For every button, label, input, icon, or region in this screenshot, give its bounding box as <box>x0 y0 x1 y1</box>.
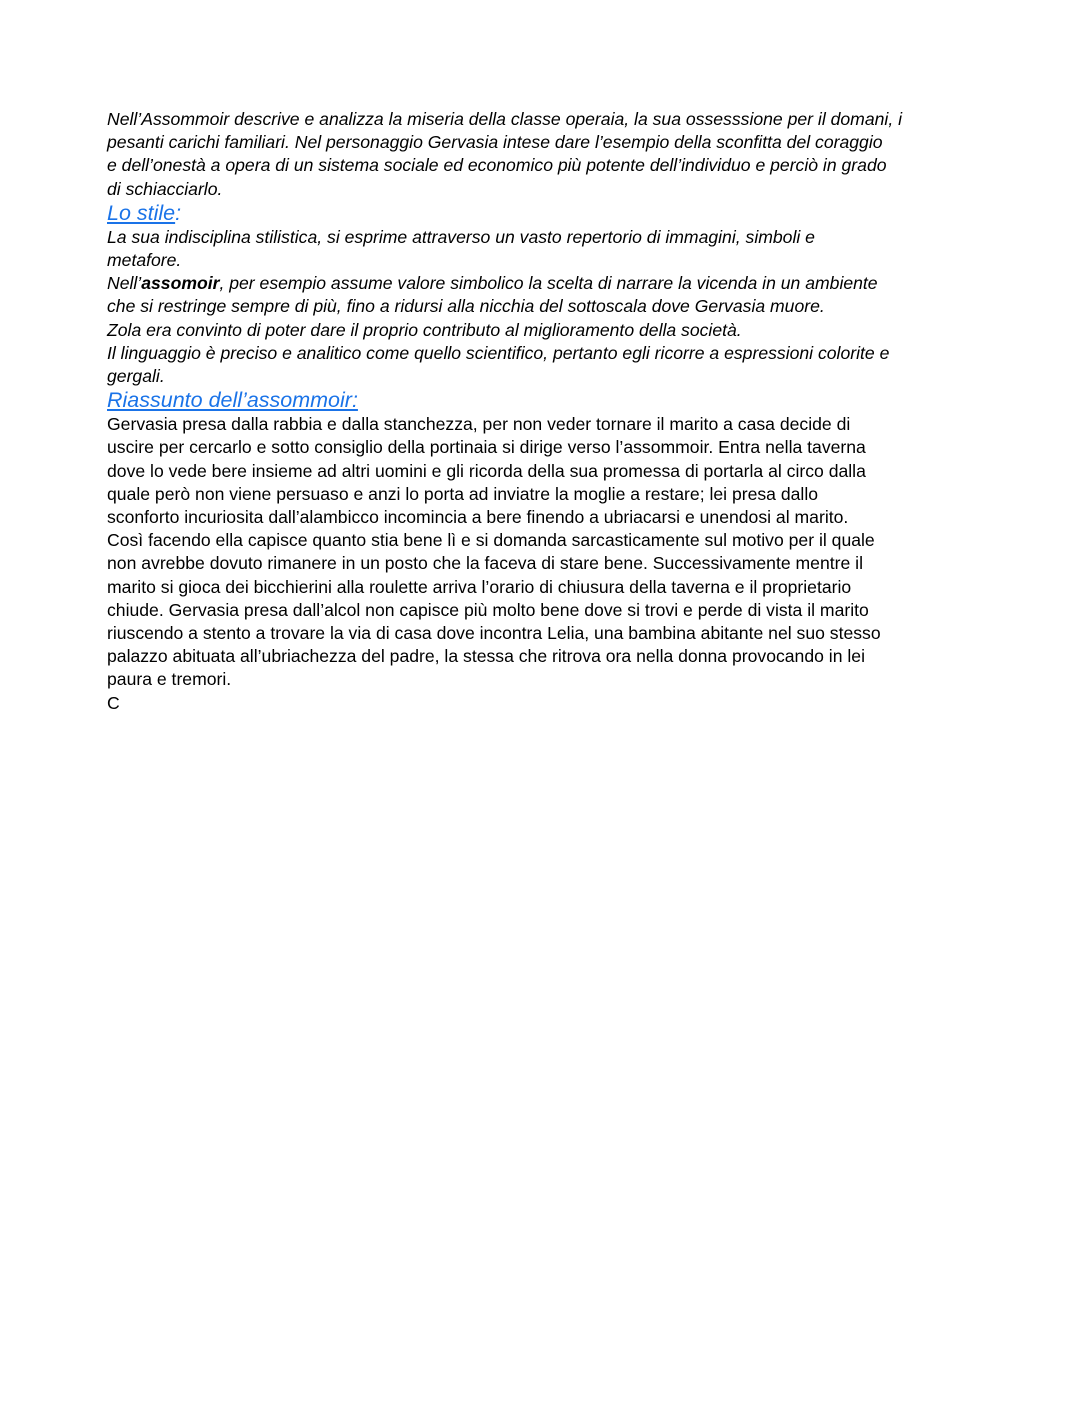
stile-p2-rest: , per esempio assume valore simbolico la scelta di narrare la vicenda in un ambiente che si restringe sempre di più, fino a ridursi alla nicchia del sottoscala dove Gervasia muore. <box>107 273 878 317</box>
section-heading-riassunto <box>107 388 977 413</box>
document-page <box>107 108 977 715</box>
riassunto-paragraph: Gervasia presa dalla rabbia e dalla stanchezza, per non veder tornare il marito a casa decide di uscire per cercarlo e sotto consiglio della portinaia si dirige verso l’assommoir. Entra nella taverna dove lo vede bere insieme ad altri uomini e gli ricorda della sua promessa di portarla al circo dalla quale però non viene persuaso e anzi lo porta ad inviatre la moglie a restare; lei presa dallo sconforto incuriosita dall’alambicco incomincia a bere finendo a ubriacarsi e unendosi al marito. Così facendo ella capisce quanto stia bene lì e si domanda sarcasticamente sul motivo per il quale non avrebbe dovuto rimanere in un posto che la faceva di stare bene. Successivamente mentre il marito si gioca dei bicchierini alla roulette arriva l’orario di chiusura della taverna e il proprietario chiude. Gervasia presa dall’alcol non capisce più molto bene dove si trovi e perde di vista il marito riuscendo a stento a trovare la via di casa dove incontra Lelia, una bambina abitante nel suo stesso palazzo abituata all’ubriachezza del padre, la stessa che ritrova ora nella donna provocando in lei paura e tremori. <box>107 414 881 690</box>
stile-paragraph-2 <box>107 272 977 318</box>
stile-paragraph-1: La sua indisciplina stilistica, si esprime attraverso un vasto repertorio di immagini, simboli e metafore. <box>107 226 815 271</box>
stile-p2-bold: assomoir <box>141 273 220 294</box>
heading-link-stile[interactable]: Lo stile <box>107 200 176 225</box>
trailing-text: C <box>107 692 120 713</box>
heading-colon: : <box>175 200 182 225</box>
stile-p2-prefix: Nell’ <box>107 273 142 294</box>
stile-paragraph-4: Il linguaggio è preciso e analitico come quello scientifico, pertanto egli ricorre a espressioni colorite e gergali. <box>107 342 890 387</box>
section-heading-stile <box>107 201 977 226</box>
heading-link-riassunto[interactable]: Riassunto dell’assommoir: <box>107 388 358 413</box>
stile-paragraph-3: Zola era convinto di poter dare il proprio contributo al miglioramento della società. <box>107 319 742 340</box>
intro-paragraph: Nell’Assommoir descrive e analizza la miseria della classe operaia, la sua ossesssione per il domani, i pesanti carichi familiari. Nel personaggio Gervasia intese dare l’esempio della sconfitta del coraggio e dell’onestà a opera di un sistema sociale ed economico più potente dell’individuo e perciò in grado di schiacciarlo. <box>107 109 903 199</box>
